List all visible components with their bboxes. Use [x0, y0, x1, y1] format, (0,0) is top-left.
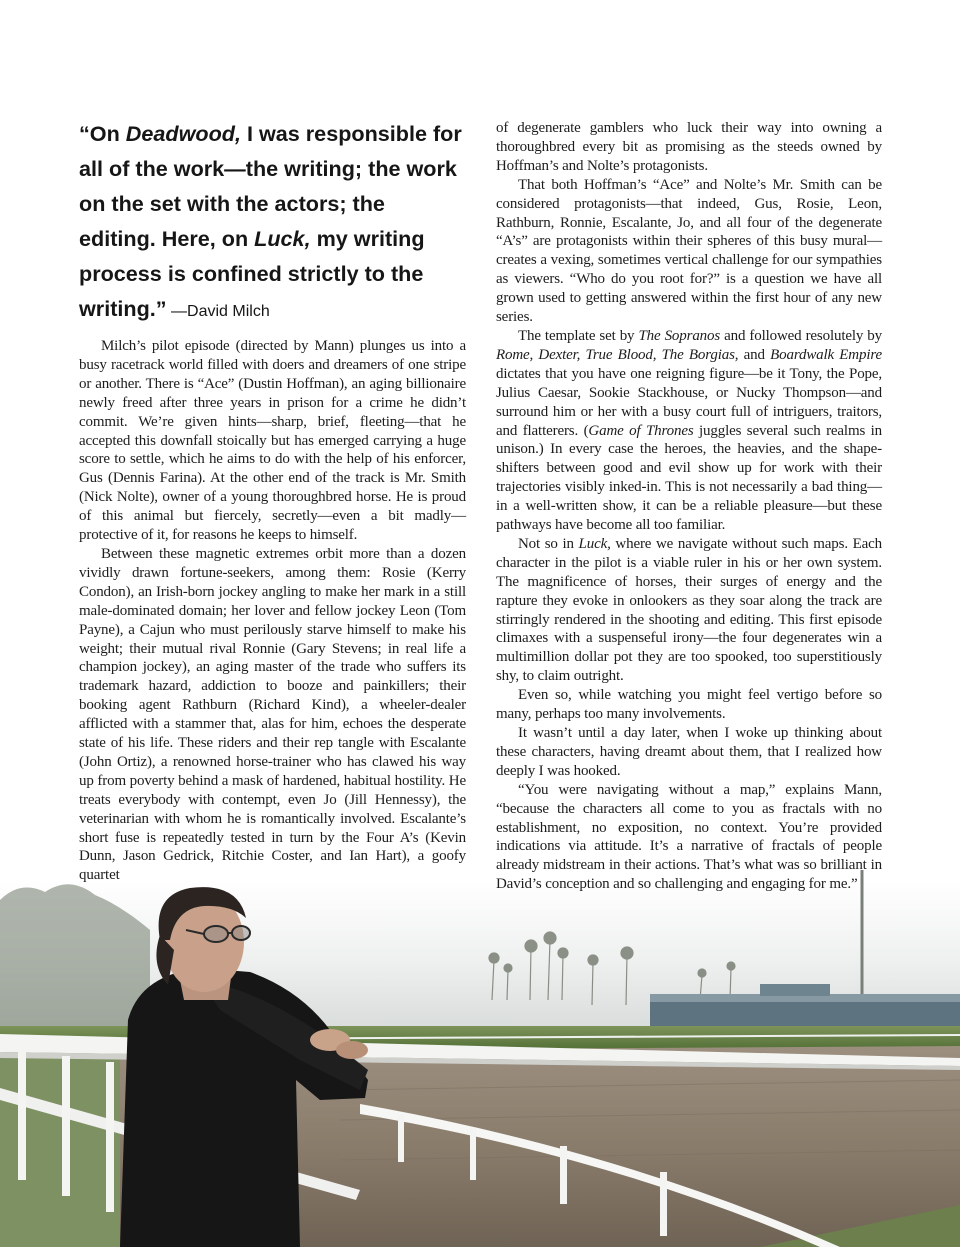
- body-paragraph: of degenerate gamblers who luck their way into owning a thoroughbred every bit as promising as the steeds owned by Hoffman’s and Nolte’s protagonists.: [496, 120, 882, 174]
- body-paragraph: It wasn’t until a day later, when I woke up thinking about these characters, having dreamt about them, that I realized how deeply I was hooked.: [496, 725, 882, 779]
- body-paragraph: That both Hoffman’s “Ace” and Nolte’s Mr. Smith can be considered protagonists—that indeed, Gus, Rosie, Leon, Rathburn, Ronnie, Escalante, Jo, and all four of the degenerate “A’s” are protagonists within their spheres of this busy mural—creates a vexing, sometimes vertical challenge for our sympathies as viewers. “Who do you root for?” is a question we have all grown used to getting answered within the first hour of any new series.: [496, 176, 882, 326]
- show-title: Rome, Dexter, True Blood, The Borgias,: [496, 346, 739, 363]
- body-paragraph: [496, 327, 882, 535]
- pull-quote-end: my writing process is confined strictly to the writing.”: [79, 226, 425, 321]
- text-run: where we navigate without such maps. Each character in the pilot is a viable ruler in his or her own system. The magnificence of horses, their surges of energy and the rapture they evoke in onlookers as they soar along the track are stirringly rendered in the shooting and editing. This first episode climaxes with a suspenseful irony—the four degenerates win a multimillion dollar pot they are too spooked, too superstitiously shy, to claim outright.: [496, 535, 882, 685]
- body-paragraph: [496, 535, 882, 686]
- body-paragraph: “You were navigating without a map,” explains Mann, “because the characters all come to you as fractals with no establishment, no exposition, no context. You’re provided indications via attitude. It’s a narrative of fractals of people already midstream in their actions. That’s what was so brilliant in David’s conception and so challenging and engaging for me.”: [496, 781, 882, 893]
- left-column: [79, 116, 466, 885]
- text-run: The template set by: [518, 327, 639, 344]
- show-title: Boardwalk Empire: [770, 346, 882, 363]
- pull-quote-show-title-luck: Luck,: [254, 226, 311, 251]
- show-title: Game of Thrones: [588, 422, 694, 439]
- body-paragraph: Even so, while watching you might feel vertigo before so many, perhaps too many involvements.: [496, 687, 882, 723]
- pull-quote-show-title-deadwood: Deadwood,: [125, 121, 241, 146]
- right-column: [496, 119, 882, 894]
- body-paragraph: Milch’s pilot episode (directed by Mann) plunges us into a busy racetrack world filled with doers and dreamers of one stripe or another. There is “Ace” (Dustin Hoffman), an aging billionaire newly freed after three years in prison for a crime he didn’t commit. We’re given hints—sharp, brief, fleeting—that he accepted this downfall stoically but has emerged carrying a huge score to settle, which he aims to do with the help of his enforcer, Gus (Dennis Farina). At the other end of the track is Mr. Smith (Nick Nolte), owner of a young thoroughbred horse. He is proud of this animal but fiercely, secretly—even a bit madly—protective of it, for reasons he keeps to himself.: [79, 338, 466, 544]
- pull-quote: [79, 116, 466, 329]
- show-title: Luck,: [578, 535, 611, 552]
- body-paragraph: Between these magnetic extremes orbit more than a dozen vividly drawn fortune-seekers, among them: Rosie (Kerry Condon), an Irish-born jockey angling to make her mark in a still male-dominated domain; her lover and fellow jockey Leon (Tom Payne), a Cajun who must perilously starve himself to make his weight; their mutual rival Ronnie (Gary Stevens; in real life a champion jockey), an aging master of the trade who suffers its trademark hazard, addiction to booze and painkillers; their booking agent Rathburn (Richard Kind), a wheeler-dealer afflicted with a stammer that, alas for him, echoes the desperate state of his life. These riders and their rep tangle with Escalante (John Ortiz), a renowned horse-trainer who has clawed his way up from poverty behind a mask of hardened, habitual hostility. He treats everybody with contempt, even Jo (Jill Hennessy), the veterinarian with whom he is romantically involved. Escalante’s short fuse is repeatedly tested in turn by the Four A’s (Kevin Dunn, Jason Gedrick, Ritchie Coster, and Ian Hart), a goofy quartet: [79, 545, 466, 884]
- text-run: Not so in: [518, 535, 579, 552]
- show-title: The Sopranos: [638, 327, 721, 344]
- pull-quote-attribution: —David Milch: [166, 303, 270, 320]
- text-run: dictates that you have one reigning figure—be it Tony, the Pope, Julius Caesar, Sookie Stackhouse, or Nucky Thompson—and surround him or her with a busy court full of intriguers, traitors, and flatterers. (: [496, 365, 882, 439]
- pull-quote-body: I was responsible for all of the work—the writing; the work on the set with the actors; the editing. Here, on: [79, 121, 462, 251]
- text-run: juggles several such realms in unison.) In every case the heroes, the heavies, and the shape-shifters between good and evil show up for work with their trajectories visibly inked-in. This is not necessarily a bad thing—in a well-written show, it can be a reliable pleasure—but these pathways have become all too familiar.: [496, 422, 882, 534]
- text-run: and followed resolutely by: [720, 327, 882, 344]
- text-run: and: [738, 346, 771, 363]
- pull-quote-open: “On: [79, 121, 126, 146]
